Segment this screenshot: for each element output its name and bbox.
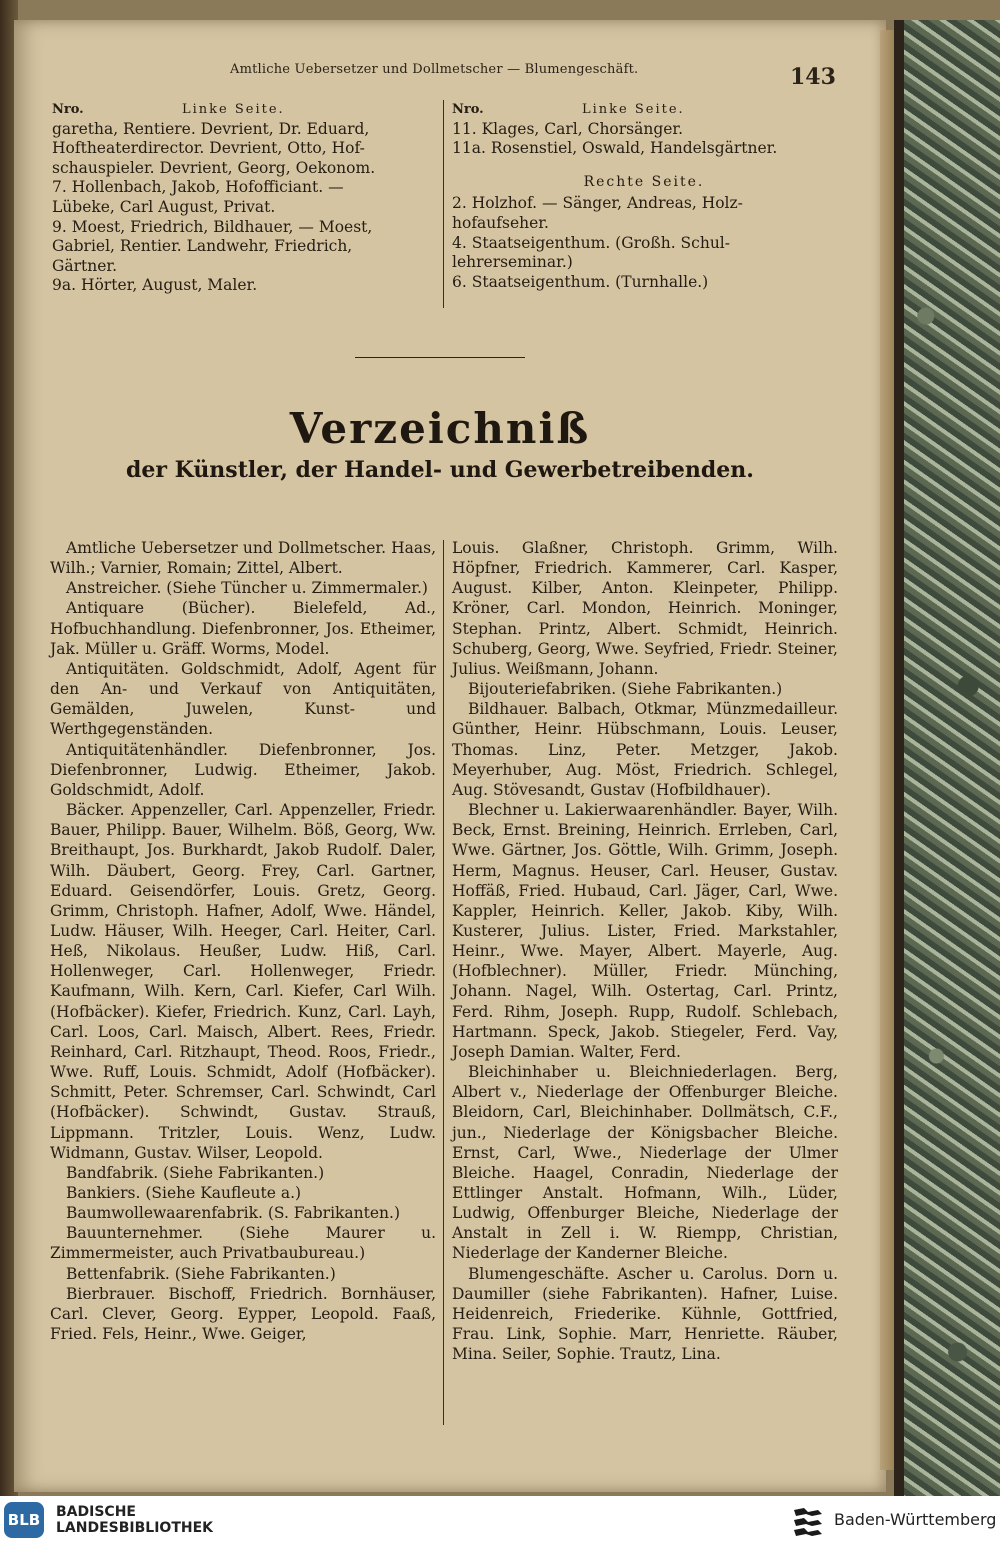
directory-entry: Antiquitätenhändler. Diefenbronner, Jos. Diefenbronner, Ludwig. Etheimer, Jakob. Goldschmidt, Adolf. — [50, 740, 436, 799]
side-label: Linke Seite. — [582, 102, 685, 117]
top-right-line: 6. Staatseigenthum. (Turnhalle.) — [452, 272, 709, 291]
directory-entry: Anstreicher. (Siehe Tüncher u. Zimmermaler.) — [66, 579, 428, 598]
top-right-column-head — [452, 100, 836, 120]
directory-entry: Amtliche Uebersetzer und Dollmetscher. Haas, Wilh.; Varnier, Romain; Zittel, Albert. — [50, 539, 436, 578]
directory-entry: Bierbrauer. Bischoff, Friedrich. Bornhäuser, Carl. Clever, Georg. Eypper, Leopold. Faaß, Fried. Fels, Heinr., Wwe. Geiger, — [50, 1284, 436, 1344]
directory-entry: Bankiers. (Siehe Kaufleute a.) — [66, 1184, 302, 1202]
directory-entry: Blechner u. Lakierwaarenhändler. Bayer, Wilh. Beck, Ernst. Breining, Heinrich. Errleben, Carl, Wwe. Gärtner, Jos. Göttle, Wilh. Grimm, Joseph. Herm, Magnus. Heuser, Carl. Heuser, Gustav. Hoffäß, Fried. Hubaud, Carl. Jäger, Carl, Wwe. Kappler, Heinrich. Keller, Jakob. Kiby, Wilh. Kusterer, Julius. Lister, Fried. Markstahler, Heinr., Wwe. Mayer, Albert. Mayerle, Aug. (Hofblechner). Müller, Friedr. Münching, Johann. Nagel, Wilh. Ostertag, Carl. Printz, Ferd. Rihm, Joseph. Rupp, Rudolf. Schlebach, Hartmann. Speck, Jakob. Stiegeler, Ferd. Vay, Joseph Damian. Walter, Ferd. — [452, 801, 838, 1061]
directory-entry: Baumwollewaarenfabrik. (S. Fabrikanten.) — [66, 1204, 400, 1223]
nro-label: Nro. — [52, 102, 84, 117]
top-left-column — [52, 100, 436, 296]
page-number: 143 — [790, 64, 836, 90]
directory-entry: Louis. Glaßner, Christoph. Grimm, Wilh. Höpfner, Friedrich. Kammerer, Carl. Kasper, August. Kilber, Anton. Kleinpeter, Philipp. Kröner, Carl. Mondon, Heinrich. Moninger, Stephan. Printz, Albert. Schmidt, Heinrich. Schuberg, Georg, Wwe. Seyfried, Friedr. Steiner, Julius. Weißmann, Johann. — [452, 539, 838, 678]
right-side-label: Rechte Seite. — [583, 173, 705, 190]
top-left-column-head — [52, 100, 436, 120]
baden-wuerttemberg-label[interactable]: Baden-Württemberg — [834, 1510, 997, 1529]
top-left-line: 9a. Hörter, August, Maler. — [52, 276, 258, 295]
top-left-line: Hoftheaterdirector. Devrient, Otto, Hof- — [52, 139, 365, 158]
footer-bar — [0, 1496, 1000, 1544]
top-left-line: Lübeke, Carl August, Privat. — [52, 197, 276, 216]
top-right-line: 4. Staatseigenthum. (Großh. Schul- — [452, 233, 731, 252]
blb-name[interactable] — [56, 1504, 213, 1536]
directory-entry: Bauunternehmer. (Siehe Maurer u. Zimmermeister, auch Privatbaubureau.) — [50, 1224, 436, 1263]
directory-entry: Bandfabrik. (Siehe Fabrikanten.) — [66, 1163, 325, 1182]
top-right-line: 11a. Rosenstiel, Oswald, Handelsgärtner. — [452, 139, 778, 158]
page-subtitle: der Künstler, der Handel- und Gewerbetreibenden. — [126, 457, 754, 483]
column-divider — [443, 100, 444, 308]
directory-entry: Bettenfabrik. (Siehe Fabrikanten.) — [66, 1264, 336, 1283]
blb-name-line2: LANDESBIBLIOTHEK — [56, 1520, 214, 1536]
top-right-line: lehrerseminar.) — [452, 253, 573, 272]
directory-entry: Blumengeschäfte. Ascher u. Carolus. Dorn u. Daumiller (siehe Fabrikanten). Hafner, Luise. Heidenreich, Friederike. Kühnle, Gottfried, Frau. Link, Sophie. Marr, Henriette. Räuber, Mina. Seiler, Sophie. Trautz, Lina. — [452, 1264, 838, 1364]
column-divider — [443, 540, 444, 1425]
directory-entry: Antiquitäten. Goldschmidt, Adolf, Agent für den An- und Verkauf von Antiquitäten, Gemälden, Juwelen, Kunst- und Werthgegenständen. — [50, 659, 436, 739]
directory-entry: Bäcker. Appenzeller, Carl. Appenzeller, Friedr. Bauer, Philipp. Bauer, Wilhelm. Böß, Georg, Ww. Breithaupt, Jos. Burkhardt, Jakob Rudolf. Daler, Wilh. Däubert, Georg. Frey, Carl. Gartner, Eduard. Geisendörfer, Louis. Gretz, Georg. Grimm, Christoph. Hafner, Adolf, Wwe. Händel, Ludw. Häuser, Wilh. Heeger, Carl. Heiter, Carl. Heß, Nikolaus. Heußer, Ludw. Hiß, Carl. Hollenweger, Carl. Hollenweger, Friedr. Kaufmann, Wilh. Kern, Carl. Kiefer, Carl Wilh. (Hofbäcker). Kiefer, Friedrich. Kunz, Carl. Layh, Carl. Loos, Carl. Maisch, Albert. Rees, Friedr. Reinhard, Carl. Ritzhaupt, Theod. Roos, Friedr., Wwe. Ruff, Louis. Schmidt, Adolf (Hofbäcker). Schmitt, Peter. Schremser, Carl. Schwindt, Carl (Hofbäcker). Schwindt, Gustav. Strauß, Lippmann. Tritzler, Louis. Wenz, Ludw. Widmann, Gustav. Wilser, Leopold. — [50, 801, 436, 1162]
page-title: Verzeichniß — [289, 404, 591, 453]
section-separator — [355, 357, 525, 358]
running-header: Amtliche Uebersetzer und Dollmetscher — Blumengeschäft. — [230, 62, 639, 77]
baden-wuerttemberg-lions-icon — [790, 1502, 826, 1538]
top-left-line: Gärtner. — [52, 256, 118, 275]
directory-entry: Antiquare (Bücher). Bielefeld, Ad., Hofbuchhandlung. Diefenbronner, Jos. Etheimer, Jak. Müller u. Gräff. Worms, Model. — [50, 599, 436, 658]
marbled-cover — [894, 20, 1000, 1500]
directory-entry: Bijouteriefabriken. (Siehe Fabrikanten.) — [468, 680, 783, 699]
directory-entry: Bildhauer. Balbach, Otkmar, Münzmedailleur. Günther, Heinr. Hübschmann, Louis. Leuser, Thomas. Linz, Peter. Metzger, Jakob. Meyerhuber, Aug. Möst, Friedrich. Schlegel, Aug. Stövesandt, Gustav (Hofbildhauer). — [452, 700, 838, 799]
directory-left-column — [50, 538, 436, 1344]
top-right-line: 2. Holzhof. — Sänger, Andreas, Holz- — [452, 194, 743, 213]
top-left-line: garetha, Rentiere. Devrient, Dr. Eduard, — [52, 119, 370, 138]
top-right-line: hofaufseher. — [452, 213, 549, 232]
top-right-column — [452, 100, 836, 292]
top-right-line: 11. Klages, Carl, Chorsänger. — [452, 119, 684, 138]
top-left-line: Gabriel, Rentier. Landwehr, Friedrich, — [52, 237, 353, 256]
directory-right-column — [452, 538, 838, 1364]
cover-spine-edge — [894, 20, 904, 1500]
blb-name-line1: BADISCHE — [56, 1504, 136, 1520]
blb-logo[interactable]: BLB — [4, 1502, 44, 1538]
nro-label: Nro. — [452, 102, 484, 117]
top-left-line: 9. Moest, Friedrich, Bildhauer, — Moest, — [52, 217, 373, 236]
page-edges — [880, 30, 894, 1470]
directory-entry: Bleichinhaber u. Bleichniederlagen. Berg, Albert v., Niederlage der Offenburger Bleiche. Bleidorn, Carl, Bleichinhaber. Dollmätsch, C.F., jun., Niederlage der Königsbacher Bleiche. Ernst, Carl, Wwe., Niederlage der Ulmer Bleiche. Haagel, Conradin, Niederlage der Ettlinger Anstalt. Hofmann, Wilh., Lüder, Ludwig, Offenburger Bleiche, Niederlage der Anstalt in Zell i. W. Riempp, Christian, Niederlage der Kanderner Bleiche. — [452, 1063, 838, 1263]
side-label: Linke Seite. — [182, 102, 285, 117]
top-left-line: schauspieler. Devrient, Georg, Oekonom. — [52, 158, 376, 177]
top-left-line: 7. Hollenbach, Jakob, Hofofficiant. — — [52, 178, 344, 197]
